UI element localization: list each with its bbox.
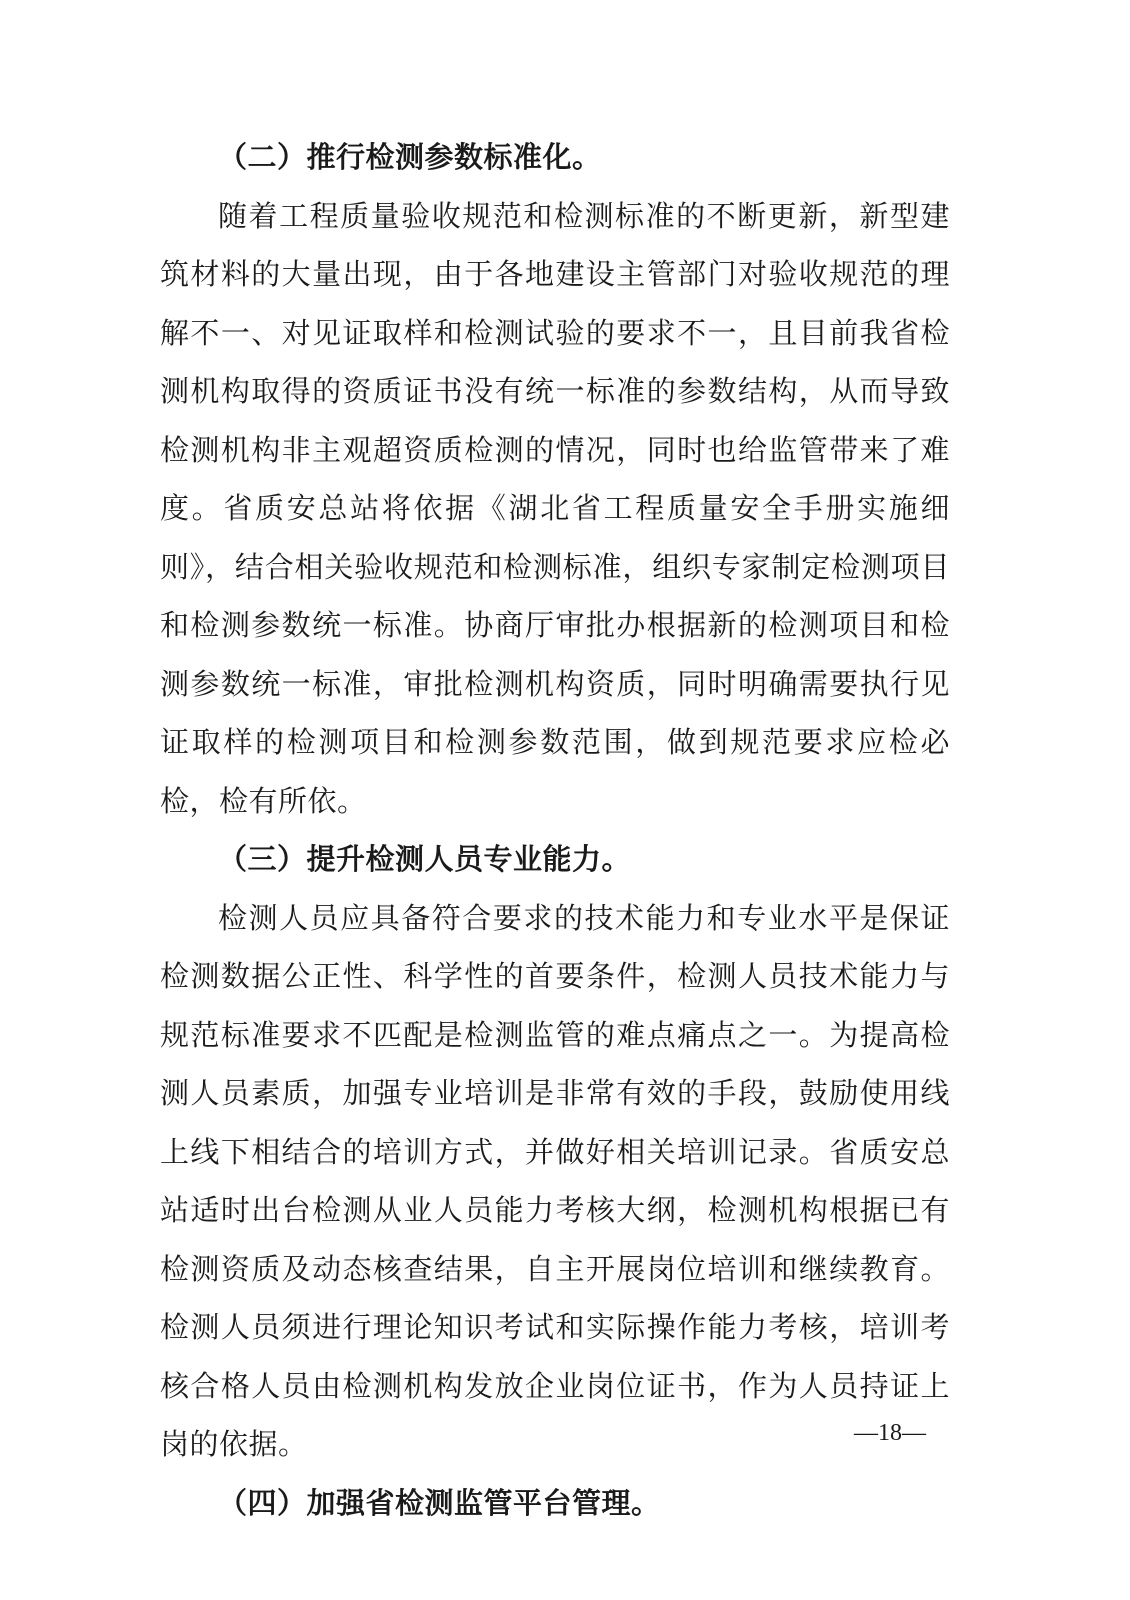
page-number: —18— bbox=[854, 1420, 926, 1446]
body-paragraph-1: 随着工程质量验收规范和检测标准的不断更新，新型建筑材料的大量出现，由于各地建设主管部门对验收规范的理解不一、对见证取样和检测试验的要求不一，且目前我省检测机构取得的资质证书没有统一标准的参数结构，从而导致检测机构非主观超资质检测的情况，同时也给监管带来了难度。省质安总站将依据《湖北省工程质量安全手册实施细则》，结合相关验收规范和检测标准，组织专家制定检测项目和检测参数统一标准。协商厅审批办根据新的检测项目和检测参数统一标准，审批检测机构资质，同时明确需要执行见证取样的检测项目和检测参数范围，做到规范要求应检必检，检有所依。 bbox=[160, 198, 950, 818]
section-heading-3: （三）提升检测人员专业能力。 bbox=[218, 842, 632, 876]
document-body bbox=[160, 128, 950, 1532]
section-heading-4: （四）加强省检测监管平台管理。 bbox=[218, 1485, 661, 1520]
section-heading-2: （二）推行检测参数标准化。 bbox=[218, 140, 602, 174]
body-paragraph-2: 检测人员应具备符合要求的技术能力和专业水平是保证检测数据公正性、科学性的首要条件，检测人员技术能力与规范标准要求不匹配是检测监管的难点痛点之一。为提高检测人员素质，加强专业培训是非常有效的手段，鼓励使用线上线下相结合的培训方式，并做好相关培训记录。省质安总站适时出台检测从业人员能力考核大纲，检测机构根据已有检测资质及动态核查结果，自主开展岗位培训和继续教育。检测人员须进行理论知识考试和实际操作能力考核，培训考核合格人员由检测机构发放企业岗位证书，作为人员持证上岗的依据。 bbox=[160, 900, 950, 1461]
